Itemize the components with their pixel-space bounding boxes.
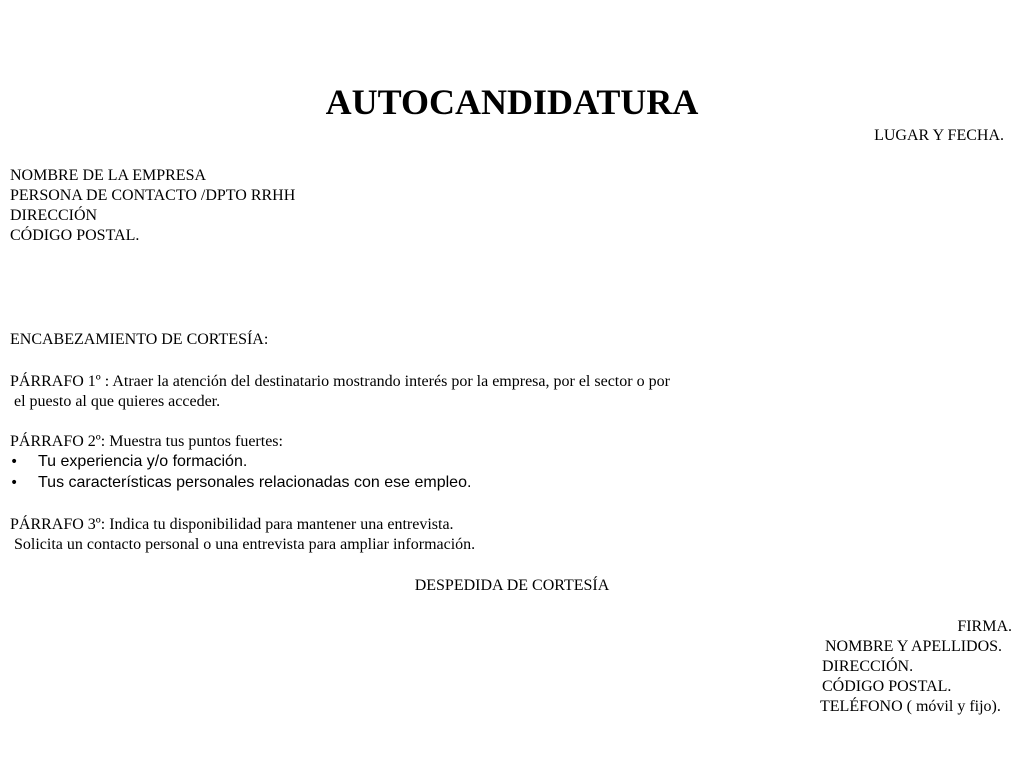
signature-name: NOMBRE Y APELLIDOS. (825, 638, 1003, 655)
signature-postal-code: CÓDIGO POSTAL. (822, 678, 952, 695)
recipient-address: DIRECCIÓN (10, 207, 98, 224)
list-item (10, 452, 247, 472)
bullet-icon: • (10, 454, 19, 470)
signature-phone: TELÉFONO ( móvil y fijo). (820, 698, 1001, 715)
signature-firma: FIRMA. (957, 618, 1012, 635)
paragraph-1-line-2: el puesto al que quieres acceder. (10, 393, 221, 410)
signature-address: DIRECCIÓN. (822, 658, 914, 675)
list-item (10, 473, 471, 493)
bullet-icon: • (10, 475, 19, 491)
recipient-contact: PERSONA DE CONTACTO /DPTO RRHH (10, 187, 296, 204)
paragraph-3-line-1: PÁRRAFO 3º: Indica tu disponibilidad para mantener una entrevista. (10, 516, 454, 533)
recipient-postal-code: CÓDIGO POSTAL. (10, 227, 140, 244)
closing: DESPEDIDA DE CORTESÍA (414, 577, 610, 594)
document-title: AUTOCANDIDATURA (325, 82, 699, 122)
list-item-text: Tus características personales relacionadas con ese empleo. (38, 474, 472, 491)
greeting: ENCABEZAMIENTO DE CORTESÍA: (10, 331, 269, 348)
paragraph-3-line-2: Solicita un contacto personal o una entrevista para ampliar información. (10, 536, 476, 553)
paragraph-1-line-1: PÁRRAFO 1º : Atraer la atención del destinatario mostrando interés por la empresa, por el sector o por (10, 373, 670, 390)
list-item-text: Tu experiencia y/o formación. (38, 453, 248, 470)
place-date: LUGAR Y FECHA. (874, 127, 1004, 144)
paragraph-2-heading: PÁRRAFO 2º: Muestra tus puntos fuertes: (10, 433, 283, 450)
recipient-company: NOMBRE DE LA EMPRESA (10, 167, 207, 184)
